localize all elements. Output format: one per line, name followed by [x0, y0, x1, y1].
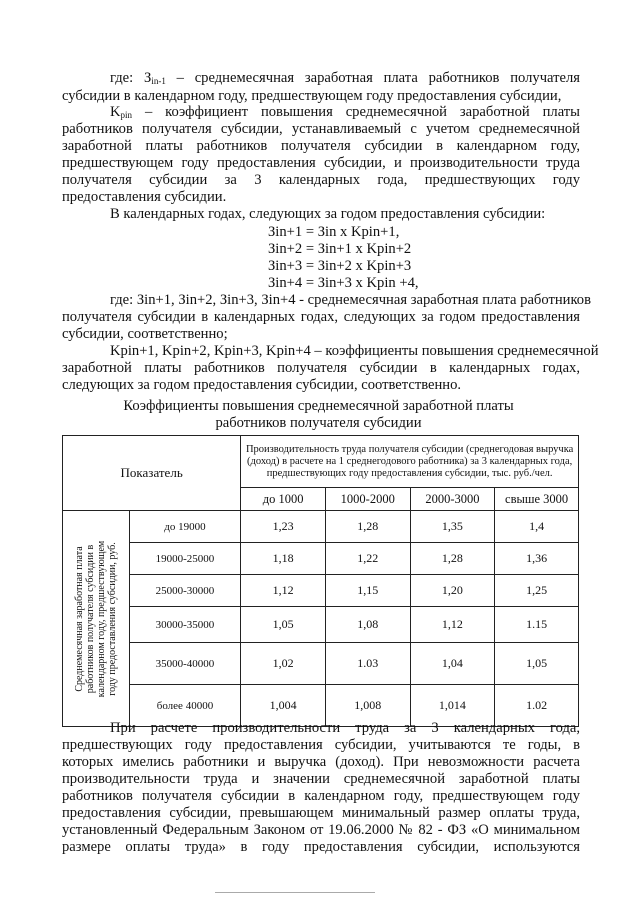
coef-cell: 1,05: [241, 607, 326, 643]
para4-line1: где: Зin+1, Зin+2, Зin+3, Зin+4 - среднемесячная заработная плата работников: [110, 292, 591, 308]
table-row: [63, 607, 579, 643]
salary-range: 25000-30000: [129, 575, 241, 607]
para2-line3: заработной платы работников получателя субсидии в календарном году,: [62, 138, 580, 154]
salary-range: 19000-25000: [129, 543, 241, 575]
coef-cell: 1,35: [410, 511, 495, 543]
table-row: [63, 543, 579, 575]
coef-cell: 1,12: [410, 607, 495, 643]
coef-cell: 1,008: [325, 685, 410, 727]
para6-line7: установленный Федеральным Законом от 19.06.2000 № 82 - ФЗ «О минимальном: [62, 822, 580, 838]
productivity-header: Производительность труда получателя субсидии (среднегодовая выручка (доход) в расчете на 1 среднегодового работника) за 3 календарных года, предшествующих году предоставления субсидии, тыс. руб./чел.: [241, 436, 579, 488]
para6-line1: При расчете производительности труда за 3 календарных года,: [110, 720, 580, 736]
coef-cell: 1,12: [241, 575, 326, 607]
column-header: 1000-2000: [325, 488, 410, 511]
para4-line3: субсидии, соответственно;: [62, 326, 228, 342]
para4-line2: получателя субсидии в календарных годах, следующих за годом предоставления: [62, 309, 580, 325]
salary-row-label-cell: [63, 511, 130, 727]
coef-cell: 1,014: [410, 685, 495, 727]
coef-cell: 1.03: [325, 643, 410, 685]
coef-cell: 1,004: [241, 685, 326, 727]
table-title-line1: Коэффициенты повышения среднемесячной заработной платы: [123, 398, 514, 414]
coef-cell: 1.02: [495, 685, 579, 727]
salary-row-label: Среднемесячная заработная плата работников получателя субсидии в календарном году, предшествующем году предоставления субсидии, руб.: [73, 540, 118, 697]
coef-cell: 1,22: [325, 543, 410, 575]
salary-range: 30000-35000: [129, 607, 241, 643]
para1-line2: субсидии в календарном году, предшествующем году предоставления субсидии,: [62, 88, 562, 104]
coef-cell: 1,25: [495, 575, 579, 607]
table-row: [63, 511, 579, 543]
table-row: [63, 575, 579, 607]
para5-line3: следующих за годом предоставления субсидии, соответственно.: [62, 377, 462, 393]
formula-4: Зin+4 = Зin+3 x Kpin +4,: [268, 275, 419, 291]
formula-1: Зin+1 = Зin x Kpin+1,: [268, 224, 400, 240]
para6-line4: производительности труда и значении среднемесячной заработной платы: [62, 771, 580, 787]
coef-cell: 1,28: [410, 543, 495, 575]
para2-line1: $K_{pin}$ – коэффициент повышения среднемесячной заработной платы: [110, 104, 580, 120]
coef-cell: 1,20: [410, 575, 495, 607]
coef-cell: 1,04: [410, 643, 495, 685]
table-row: [63, 643, 579, 685]
para6-line2: предшествующих году предоставления субсидии, учитываются те годы, в: [62, 737, 580, 753]
coef-cell: 1.15: [495, 607, 579, 643]
column-header: 2000-3000: [410, 488, 495, 511]
para6-line5: работников получателя субсидии в календарном году, предшествующем году: [62, 788, 580, 804]
coef-cell: 1,18: [241, 543, 326, 575]
coefficients-table: [62, 435, 579, 727]
para2-line5: получателя субсидии за 3 календарных года, предшествующих году: [62, 172, 580, 188]
column-header: свыше 3000: [495, 488, 579, 511]
column-header: до 1000: [241, 488, 326, 511]
formula-3: Зin+3 = Зin+2 x Kpin+3: [268, 258, 412, 274]
salary-range: до 19000: [129, 511, 241, 543]
coef-cell: 1,36: [495, 543, 579, 575]
para5-line1: Kpin+1, Kpin+2, Kpin+3, Kpin+4 – коэффициенты повышения среднемесячной: [110, 343, 599, 359]
para6-line3: которых имелись работники и выручка (доход). При невозможности расчета: [62, 754, 580, 770]
coef-cell: 1,02: [241, 643, 326, 685]
indicator-header: Показатель: [63, 436, 241, 511]
salary-range: более 40000: [129, 685, 241, 727]
para6-line8: размере оплаты труда» в году предоставления субсидии, используются: [62, 839, 580, 855]
coef-cell: 1,08: [325, 607, 410, 643]
para6-line6: предоставления субсидии, превышающем минимальный размер оплаты труда,: [62, 805, 580, 821]
para2-line6: предоставления субсидии.: [62, 189, 227, 205]
coef-cell: 1,4: [495, 511, 579, 543]
coef-cell: 1,05: [495, 643, 579, 685]
para2-line2: работников получателя субсидии, устанавливаемый с учетом среднемесячной: [62, 121, 580, 137]
formula-2: Зin+2 = Зin+1 x Kpin+2: [268, 241, 412, 257]
para3-intro: В календарных годах, следующих за годом предоставления субсидии:: [110, 206, 546, 222]
para5-line2: заработной платы работников получателя субсидии в календарных годах,: [62, 360, 580, 376]
coef-cell: 1,15: [325, 575, 410, 607]
para1-line1: где: $З_{in-1}$ – среднемесячная заработная плата работников получателя: [110, 70, 580, 86]
coef-cell: 1,28: [325, 511, 410, 543]
para2-line4: предшествующем году предоставления субсидии, и производительности труда: [62, 155, 580, 171]
salary-range: 35000-40000: [129, 643, 241, 685]
table-title-line2: работников получателя субсидии: [215, 415, 422, 431]
coef-cell: 1,23: [241, 511, 326, 543]
page-edge-artifact: [215, 892, 375, 896]
